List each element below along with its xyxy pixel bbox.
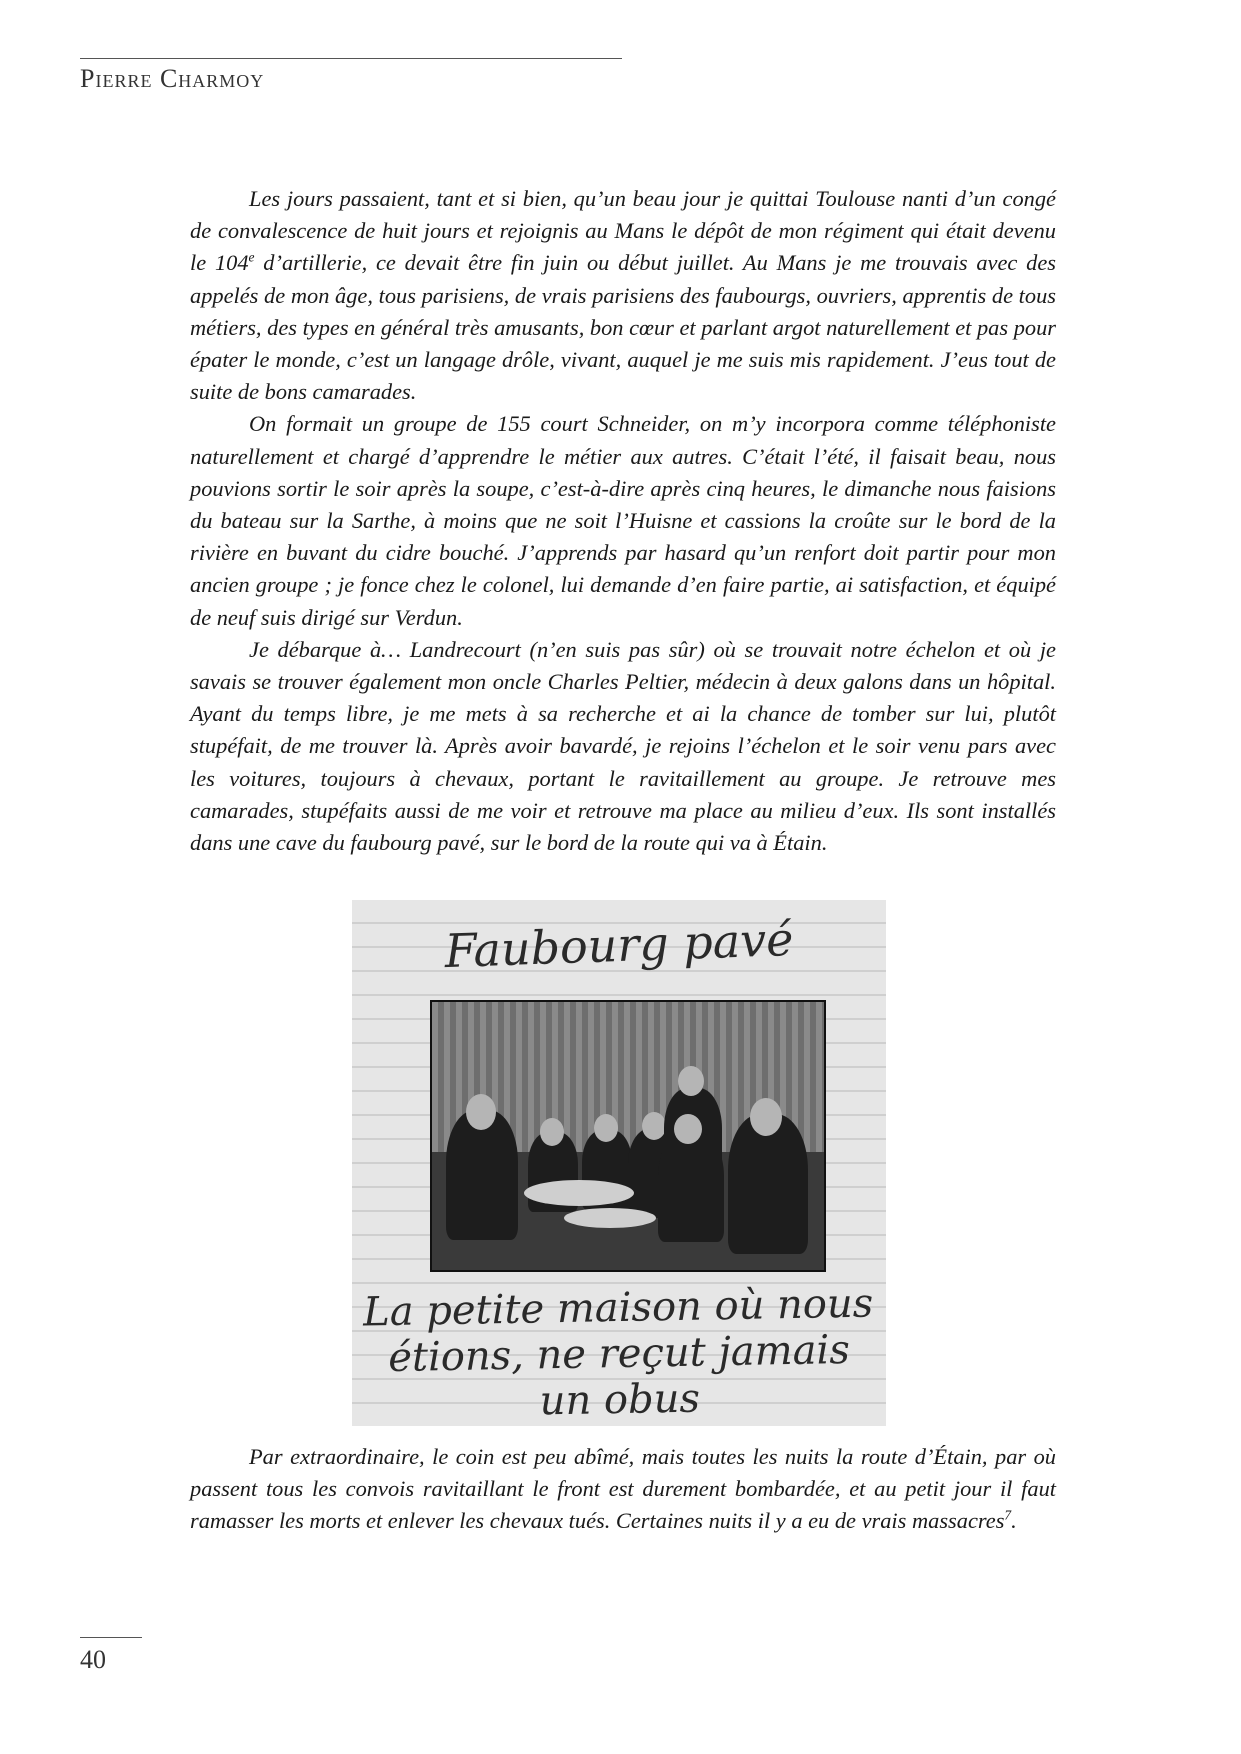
footer-rule [80, 1637, 142, 1638]
photo-face [678, 1066, 704, 1096]
paragraph-4 [190, 1441, 1056, 1538]
photo-face [594, 1114, 618, 1142]
photo-face [674, 1114, 702, 1144]
photo-card [352, 900, 886, 1426]
photo-table [524, 1180, 634, 1206]
paragraph-1-lead: Les jours passaient, tant et si bien, qu’un beau jour je quittai Toulouse nanti d’un congé de convalescence de huit jours et rejoignis au Mans le dépôt de mon régiment qui était devenu le 104 [190, 186, 1056, 276]
paragraph-4-end: . [1011, 1508, 1017, 1534]
paragraph-1-rest: d’artillerie, ce devait être fin juin ou début juillet. Au Mans je me trouvais avec des appelés de mon âge, tous parisiens, de vrais parisiens des faubourgs, ouvriers, apprentis de tous métiers, des types en général très amusants, bon cœur et parlant argot naturellement et pas pour épater le monde, c’est un langage drôle, vivant, auquel je me suis mis rapidement. J’eus tout de suite de bons camarades. [190, 250, 1057, 405]
photo-figure [658, 1132, 724, 1242]
photo-caption-top: Faubourg pavé [443, 911, 795, 979]
photo-face [750, 1098, 782, 1136]
footnote-marker: 7 [1004, 1507, 1012, 1523]
paragraph-1 [190, 183, 1056, 408]
paragraph-2: On formait un groupe de 155 court Schneider, on m’y incorpora comme téléphoniste naturellement et chargé d’apprendre le métier aux autres. C’était l’été, il faisait beau, nous pouvions sortir le soir après la soupe, c’est-à-dire après cinq heures, le dimanche nous faisions du bateau sur la Sarthe, à moins que ne soit l’Huisne et cassions la croûte sur le bord de la rivière en buvant du cidre bouché. J’apprends par hasard qu’un renfort doit partir pour mon ancien groupe ; je fonce chez le colonel, lui demande d’en faire partie, ai satisfaction, et équipé de neuf suis dirigé sur Verdun. [190, 411, 1056, 630]
paragraph-4-text: Par extraordinaire, le coin est peu abîmé, mais toutes les nuits la route d’Étain, par où passent tous les convois ravitaillant le front est durement bombardée, et au petit jour il faut ramasser les morts et enlever les chevaux tués. Certaines nuits il y a eu de vrais massacres [190, 1444, 1056, 1534]
page-number: 40 [80, 1645, 106, 1674]
body-text-bottom [190, 1441, 1056, 1538]
ordinal-superscript: e [248, 249, 255, 265]
photo-face [540, 1118, 564, 1146]
group-photograph [430, 1000, 826, 1272]
paragraph-3: Je débarque à… Landrecourt (n’en suis pas sûr) où se trouvait notre échelon et où je savais se trouver également mon oncle Charles Peltier, médecin à deux galons dans un hôpital. Ayant du temps libre, je me mets à sa recherche et ai la chance de tomber sur lui, plutôt stupéfait, de me trouver là. Après avoir bavardé, je rejoins l’échelon et le soir venu pars avec les voitures, toujours à chevaux, portant le ravitaillement au groupe. Je retrouve mes camarades, stupéfaits aussi de me voir et retrouve ma place au milieu d’eux. Ils sont installés dans une cave du faubourg pavé, sur le bord de la route qui va à Étain. [190, 636, 1056, 856]
running-header-author: Pierre Charmoy [80, 64, 265, 93]
photo-table [564, 1208, 656, 1228]
photo-face [466, 1094, 496, 1130]
photo-caption-bottom: La petite maison où nous étions, ne reçut jamais un obus [362, 1280, 874, 1425]
body-text-top [190, 183, 1056, 859]
photo-face [642, 1112, 666, 1140]
header-rule [80, 58, 622, 59]
